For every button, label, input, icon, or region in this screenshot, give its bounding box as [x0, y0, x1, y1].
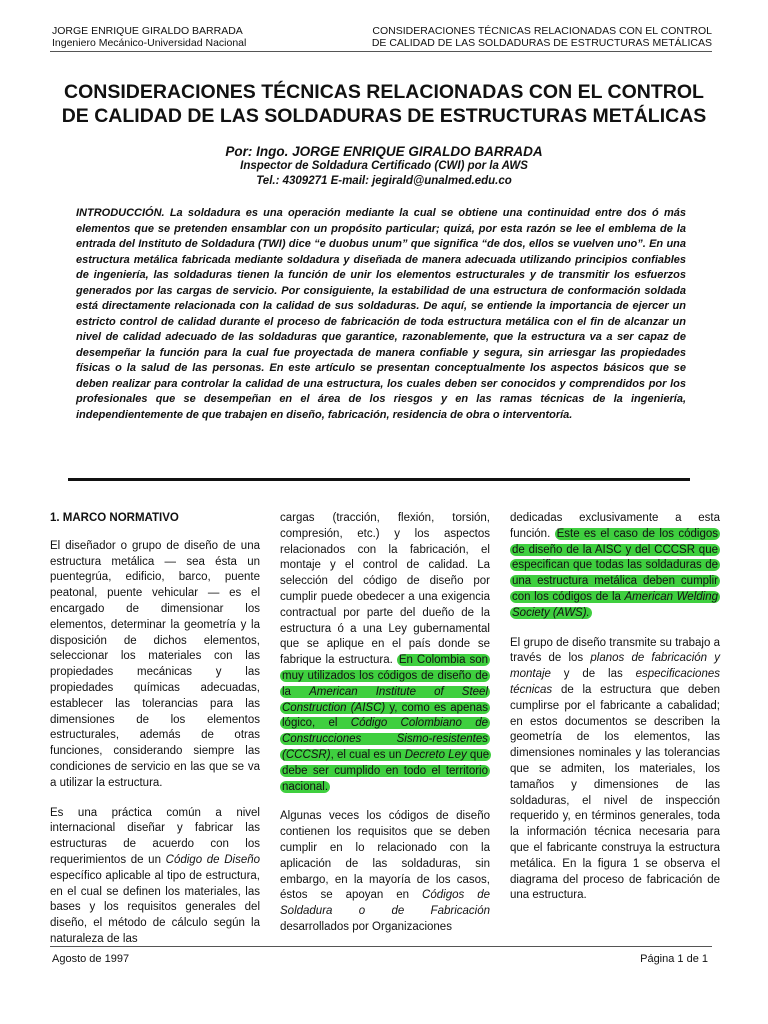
paragraph: dedicadas exclusivamente a esta función. Este es el caso de los códigos de diseño de la AISC y del CCCSR que especifican que todas las soldaduras de una estructura metálica deben cumplir con los códigos de la American Welding Society (AWS).	[510, 512, 720, 619]
highlighted-text: En Colombia son muy utilizados los códigos de diseño de la American Institute of Steel Construction (AISC) y, como es apenas lógico, el Código Colombiano de Construcciones Sismo-resistentes (CCCSR), el cual es un Decreto Ley que debe ser cumplido en todo el territorio nacional.	[282, 654, 490, 793]
header-divider	[50, 51, 712, 52]
footer-page-number: Página 1 de 1	[640, 953, 708, 965]
section-heading: 1. MARCO NORMATIVO	[50, 512, 179, 524]
footer-divider	[50, 946, 712, 947]
section-divider	[68, 478, 690, 481]
column-1	[50, 511, 260, 962]
header-author-affiliation: Ingeniero Mecánico-Universidad Nacional	[52, 37, 247, 49]
paragraph: cargas (tracción, flexión, torsión, compresión, etc.) y los aspectos relacionados con la fabricación, el montaje y el control de calidad. La selección del código de diseño por cumplir puede obedecer a una exigencia contractual por parte del dueño de la estructura ó a una Ley gubernamental que se aplique en el país donde se fabrique la estructura. En Colombia son muy utilizados los códigos de diseño de la American Institute of Steel Construction (AISC) y, como es apenas lógico, el Código Colombiano de Construcciones Sismo-resistentes (CCCSR), el cual es un Decreto Ley que debe ser cumplido en todo el territorio nacional.	[280, 512, 490, 793]
byline-author: Por: Ingo. JORGE ENRIQUE GIRALDO BARRADA	[225, 144, 543, 159]
title-line2: DE CALIDAD DE LAS SOLDADURAS DE ESTRUCTURAS METÁLICAS	[61, 105, 707, 127]
paragraph: El grupo de diseño transmite su trabajo a través de los planos de fabricación y montaje y de las especificaciones técnicas de la estructura que deben cumplirse por el fabricante a cabalidad; en estos documentos se describen la geometría de los elementos, las dimensiones nominales y las tolerancias que se admiten, los materiales, los tamaños y dimensiones de las soldaduras, el nivel de inspección requerido y, en términos generales, toda la información técnica necesaria para que el fabricante construya la estructura metálica. En la figura 1 se observa el diagrama del proceso de fabricación de una estructura.	[510, 636, 720, 902]
header-title-line2: DE CALIDAD DE LAS SOLDADURAS DE ESTRUCTURAS METÁLICAS	[371, 37, 712, 49]
paragraph: Es una práctica común a nivel internacional diseñar y fabricar las estructuras de acuerdo con los requerimientos de un Código de Diseño específico aplicable al tipo de estructura, en el cual se definen los materiales, las bases y los requisitos generales del diseño, el método de cálculo según la naturaleza de las	[50, 806, 260, 945]
running-header-author	[52, 25, 246, 49]
running-header-title	[372, 25, 712, 49]
paper-title	[40, 80, 728, 128]
byline-role: Inspector de Soldadura Certificado (CWI) por la AWS	[240, 160, 528, 172]
header-title-line1: CONSIDERACIONES TÉCNICAS RELACIONADAS CON EL CONTROL	[372, 25, 712, 37]
footer-date: Agosto de 1997	[52, 953, 130, 965]
byline-contact: Tel.: 4309271 E-mail: jegirald@unalmed.edu.co	[256, 175, 512, 187]
highlighted-text: Este es el caso de los códigos de diseño de la AISC y del CCCSR que especifican que todas las soldaduras de una estructura metálica deben cumplir con los códigos de la American Welding Society (AWS).	[512, 527, 718, 619]
column-3	[510, 511, 720, 918]
column-2	[280, 511, 490, 950]
introduction-paragraph: INTRODUCCIÓN. La soldadura es una operación mediante la cual se obtiene una continuidad entre dos ó más elementos que se pretenden ensamblar con un propósito particular; quizá, por esta razón se lee el emblema de la entrada del Instituto de Soldadura (TWI) dice “e duobus unum” que significa “de dos, ellos se vuelven uno”. En una estructura metálica fabricada mediante soldadura y diseñada de manera adecuada utilizando principios confiables de ingeniería, las soldaduras tienen la función de unir los elementos estructurales y de transmitir los esfuerzos generados por las cargas de servicio. Por consiguiente, la estabilidad de una estructura de conformación soldada está directamente relacionada con la calidad de sus soldaduras. De aquí, se entiende la importancia de ejercer un estricto control de calidad durante el proceso de fabricación de toda estructura metálica con el fin de alcanzar un nivel de calidad adecuado de las soldaduras que garantice, razonablemente, que la estructura va a ser capaz de desempeñar la función para la cual fue proyectada de manera confiable y segura, sin arriesgar las propiedades físicas o la salud de las personas. En este artículo se presentan conceptualmente los aspectos básicos que se deben realizar para controlar la calidad de una estructura, los cuales deben ser conocidos y comprendidos por los profesionales que se desempeñan en el área de los riesgos y en las ramas técnicas de la ingeniería, independientemente de que trabajen en diseño, fabricación, residencia de obra o interventoría.	[76, 207, 686, 421]
paragraph: El diseñador o grupo de diseño de una estructura metálica — sea ésta un puentegrúa, edificio, barco, puente peatonal, puente vehicular — es el encargado de dimensionar los elementos, determinar la geometría y la disposición de dichos elementos, seleccionar los materiales con las propiedades mecánicas y las propiedades químicas adecuadas, establecer las tolerancias para las dimensiones de los elementos estructurales, además de otras funciones, considerando siempre las condiciones de servicio en las que se va a utilizar la estructura.	[50, 539, 260, 789]
header-author-name: JORGE ENRIQUE GIRALDO BARRADA	[52, 25, 243, 37]
title-line1: CONSIDERACIONES TÉCNICAS RELACIONADAS CON EL CONTROL	[64, 81, 704, 103]
byline	[40, 144, 728, 189]
paragraph: Algunas veces los códigos de diseño contienen los requisitos que se deben cumplir en lo relacionado con la aplicación de las soldaduras, sin embargo, en la mayoría de los casos, éstos se apoyan en Códigos de Soldadura o de Fabricación desarrollados por Organizaciones	[280, 810, 491, 933]
